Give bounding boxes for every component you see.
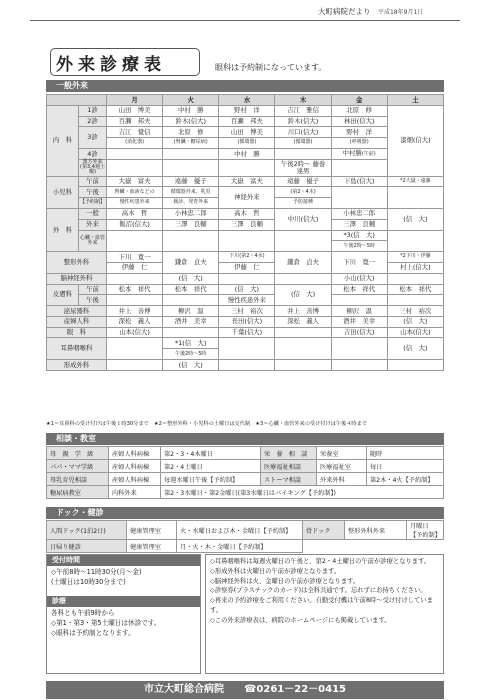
dock-schedule: 月・火・木・金曜日【予約制】 — [177, 540, 303, 553]
shinryo-heading: 診療 — [47, 596, 200, 607]
consult-schedule: 第2木・4火【予約制】 — [367, 473, 444, 486]
doctor-cell — [107, 295, 163, 306]
clinic-cell: 神経外来 — [219, 187, 275, 209]
doctor-cell: 松本 祥代 — [331, 284, 387, 295]
dept-seikei: 整形外科 — [47, 252, 107, 274]
dock-item: 骨ドック — [303, 521, 345, 540]
sub-label: 午前 — [79, 176, 107, 187]
doctor-cell — [219, 273, 275, 284]
consult-item: 母 親 学 級 — [47, 447, 109, 460]
doctor-cell: 山田 博美 — [107, 105, 163, 116]
doctor-cell: 下川 寛一 — [107, 252, 163, 263]
sub-label: 1診 — [79, 105, 107, 116]
doctor-cell: *2大嶽・遠藤 — [387, 176, 443, 187]
dept-keisei: 形成外科 — [47, 360, 107, 371]
consult-item: 医療福祉相談 — [261, 460, 317, 473]
time-note: 午後2時～5時 — [163, 349, 219, 360]
consult-place: 栄養室 — [317, 447, 367, 460]
doctor-cell — [219, 159, 275, 176]
day-thu: 木 — [275, 95, 331, 106]
doctor-cell: (信 大) — [387, 338, 443, 360]
info-left-box — [46, 554, 201, 674]
sub-label: 4診 — [79, 148, 107, 159]
doctor-cell — [387, 295, 443, 306]
doctor-cell: 高木 哲 — [107, 208, 163, 219]
doctor-cell: (信 大) — [387, 208, 443, 230]
section-dock: ドック・健診 — [46, 507, 444, 519]
specialty-note: (循環器) — [275, 138, 331, 149]
hospital-name: 市立大町総合病院 — [143, 684, 224, 695]
doctor-cell: 飯沼(信大) — [107, 219, 163, 230]
doctor-cell — [163, 327, 219, 338]
dock-item: 人間ドック(1泊2日) — [47, 521, 127, 540]
doctor-cell: (信 大) — [219, 284, 275, 295]
doctor-cell — [331, 360, 387, 371]
sub-label: 心臓・血管外来 — [79, 230, 107, 252]
doctor-cell: 下川 寛一 — [331, 252, 387, 274]
doctor-cell: 三澤 良輔 — [331, 219, 387, 230]
doctor-cell: 長田(信大) — [219, 316, 275, 327]
dept-shoni: 小児科 — [47, 176, 79, 208]
doctor-cell: 松本 祥代 — [107, 284, 163, 295]
doctor-cell: 井上 善博 — [275, 306, 331, 317]
sub-label: 3診 — [79, 127, 107, 149]
doctor-cell — [275, 230, 331, 252]
consult-item: 母乳育児相談 — [47, 473, 109, 486]
doctor-cell — [163, 295, 219, 306]
doctor-cell: 小林忠二郎 — [163, 208, 219, 219]
doctor-cell — [163, 148, 219, 159]
doctor-cell — [275, 360, 331, 371]
shinryo-line: ◇第1・第3・第5土曜日は休診です。 — [51, 618, 161, 627]
doctor-cell: (信 大) — [275, 284, 331, 306]
doctor-cell: (信 大) — [387, 316, 443, 327]
consult-item: パパ・ママ学級 — [47, 460, 109, 473]
doctor-cell — [163, 159, 219, 176]
doctor-cell: 中川(信大) — [275, 208, 331, 230]
doctor-cell — [107, 230, 163, 252]
doctor-cell — [107, 159, 163, 176]
doctor-cell: 下川(第2・4水) — [219, 252, 275, 263]
doctor-cell: *2下川・伊藤 — [387, 252, 443, 263]
doctor-cell: 吉江 雅信 — [275, 105, 331, 116]
doctor-cell: 鈴木(信大) — [275, 116, 331, 127]
notice-line: ◇脳神経外科は火、金曜日の午前が診療となります。 — [210, 577, 360, 585]
doctor-cell: 遠藤 優子 — [275, 176, 331, 187]
newsletter-header: 大町病院だより 平成18年9月1日 — [318, 7, 424, 16]
doctor-cell: 井上 善博 — [107, 306, 163, 317]
doctor-cell — [275, 327, 331, 338]
doctor-cell: 北原 修 — [331, 105, 387, 116]
clinic-cell: 慢性疾患外来 — [107, 198, 163, 209]
consult-place: 産婦人科病棟 — [109, 447, 161, 460]
dock-item: 日帰り健診 — [47, 540, 127, 553]
doctor-cell — [219, 338, 275, 360]
doctor-cell: 柳沢 温 — [163, 306, 219, 317]
doctor-cell — [107, 148, 163, 159]
empty-cell — [303, 540, 345, 553]
time-note: 午後2時～5時 — [331, 241, 387, 252]
consult-schedule: 毎週水曜日午後【予約制】 — [161, 473, 261, 486]
doctor-cell — [219, 360, 275, 371]
doctor-cell: 深松 義人 — [275, 316, 331, 327]
doctor-cell: 吉江 覺信 — [107, 127, 163, 138]
consult-place: 内科外来 — [109, 486, 161, 499]
day-wed: 水 — [219, 95, 275, 106]
sub-label: 外来 — [79, 219, 107, 230]
doctor-cell: 午後2時～ 藤巻 達男 — [275, 159, 331, 176]
dept-fujin: 産婦人科 — [47, 316, 107, 327]
dock-schedule: 火・水曜日および木・金曜日【予約制】 — [177, 521, 303, 540]
doctor-cell: 百瀬 邦夫 — [107, 116, 163, 127]
page-title: 外来診療表 — [56, 55, 166, 75]
schedule-table — [46, 94, 444, 371]
doctor-cell: 村上(信大) — [387, 262, 443, 273]
consult-schedule: 随時 — [367, 447, 444, 460]
doctor-cell: 高木 哲 — [219, 208, 275, 219]
reception-line: (土曜日は10時30分まで) — [51, 577, 126, 586]
section-general-outpatient: 一般外来 — [46, 80, 444, 92]
doctor-cell: 三澤 良輔 — [163, 219, 219, 230]
doctor-cell: 山本(信大) — [387, 327, 443, 338]
shinryo-line: ◇眼科は予約制となります。 — [51, 628, 135, 637]
doctor-cell: (信 大) — [163, 273, 219, 284]
specialty-note: (消化器) — [107, 138, 163, 149]
footer-bar — [46, 681, 444, 699]
doctor-cell: (信 大) — [163, 360, 219, 371]
empty-cell — [345, 540, 407, 553]
dept-geka: 外 科 — [47, 208, 79, 251]
doctor-cell: *1(信 大) — [163, 338, 219, 349]
consult-item: 栄 養 相 談 — [261, 447, 317, 460]
notice-line: ◇耳鼻咽喉科は毎週火曜日の午後と、第2・4土曜日の午前が診療となります。 — [210, 558, 431, 565]
doctor-cell: 山田 博美 — [219, 127, 275, 138]
doctor-cell: 下島(信大) — [331, 176, 387, 187]
specialty-note: (循環器) — [219, 138, 275, 149]
doctor-cell: 酒井 美幸 — [163, 316, 219, 327]
corner-cell — [47, 95, 107, 106]
dock-place: 整形外科外来 — [345, 521, 407, 540]
doctor-cell: *3(信 大) — [331, 230, 387, 241]
doctor-cell: 吉田(信大) — [331, 327, 387, 338]
doctor-cell: 北原 修 — [163, 127, 219, 138]
clinic-cell — [331, 187, 387, 209]
doctor-cell: 中村 勝 — [163, 105, 219, 116]
doctor-cell: 鎌倉 貞夫 — [163, 252, 219, 274]
phone-number: ☎0261－22－0415 — [243, 684, 347, 695]
doctor-cell: 川口(信大) — [275, 127, 331, 138]
doctor-cell: 伊藤 仁 — [219, 262, 275, 273]
dept-ganka: 眼 科 — [47, 327, 107, 338]
doctor-cell: 漆畑(信大) — [387, 105, 443, 176]
dock-place: 健康管理室 — [127, 540, 177, 553]
doctor-cell: 千葉(信大) — [219, 327, 275, 338]
clinic-cell: 腎臓・血液などの — [107, 187, 163, 198]
consult-place: 外来外科 — [317, 473, 367, 486]
sub-label-kampo: 漢方外来(第3,4週土曜) — [80, 158, 105, 176]
clinic-cell — [387, 187, 443, 209]
doctor-cell: 中村勝(午前) — [331, 148, 387, 159]
clinic-cell: (第2・4木) — [275, 187, 331, 198]
doctor-cell — [331, 295, 387, 306]
info-notices-box — [205, 554, 444, 674]
consult-item: 糖尿病教室 — [47, 486, 109, 499]
doctor-cell: 山本(信大) — [107, 327, 163, 338]
doctor-cell: 野村 洋 — [331, 127, 387, 138]
consult-place: 産婦人科病棟 — [109, 460, 161, 473]
doctor-cell: 松本 祥代 — [387, 284, 443, 295]
clinic-cell: 予防接種 — [275, 198, 331, 209]
header-divider — [30, 20, 460, 21]
doctor-cell: 遠藤 優子 — [163, 176, 219, 187]
notice-line: ◇診察券(プラスチックのカード)は全科共通です。忘れずにお持ちください。 — [210, 587, 427, 595]
consult-item: ストーマ相談 — [261, 473, 317, 486]
doctor-cell: 大嶽 富夫 — [219, 176, 275, 187]
doctor-cell: 三澤 良輔 — [219, 219, 275, 230]
doctor-cell — [107, 273, 163, 284]
doctor-cell: 三村 裕次 — [387, 306, 443, 317]
dept-naika: 内 科 — [47, 105, 79, 176]
doctor-cell — [387, 360, 443, 371]
doctor-cell — [107, 338, 163, 360]
sub-label: 【予約制】 — [79, 198, 107, 209]
day-mon: 月 — [107, 95, 163, 106]
doctor-cell — [219, 230, 275, 252]
specialty-note: (呼吸器) — [331, 138, 387, 149]
consult-schedule: 第2・3・4木曜日 — [161, 447, 261, 460]
empty-cell — [407, 540, 444, 553]
notice-line: ◇再来の予約診療をご利用ください。自動受付機は午前8時～受け付けしています。 — [210, 597, 433, 614]
consult-schedule: 第2・3水曜日・第2金曜日(第3水曜日はバイキング【予約制】) — [161, 486, 444, 499]
ophthalmology-note: 眼科は予約制になっています。 — [215, 63, 327, 72]
doctor-cell — [107, 360, 163, 371]
doctor-cell: 柳沢 温 — [331, 306, 387, 317]
doctor-cell: 中村 勝 — [219, 148, 275, 159]
doctor-cell: 酒井 美幸 — [331, 316, 387, 327]
doctor-cell: 伊藤 仁 — [107, 262, 163, 273]
doctor-cell: 林田(信大) — [331, 116, 387, 127]
day-tue: 火 — [163, 95, 219, 106]
day-fri: 金 — [331, 95, 387, 106]
doctor-cell: 鎌倉 貞夫 — [275, 252, 331, 274]
dept-hinyoki: 泌尿器科 — [47, 306, 107, 317]
doctor-cell — [275, 338, 331, 360]
sub-label: 午後 — [79, 295, 107, 306]
sub-label: 午後 — [79, 187, 107, 198]
specialty-note: (腎臓・糖尿病) — [163, 138, 219, 149]
clinic-cell: 循環器外来、乳児 — [163, 187, 219, 198]
consult-schedule: 第2・4土曜日 — [161, 460, 261, 473]
sub-label: 一般 — [79, 208, 107, 219]
doctor-cell: 百瀬 邦夫 — [219, 116, 275, 127]
doctor-cell: 深松 義人 — [107, 316, 163, 327]
doctor-cell: 野村 洋 — [219, 105, 275, 116]
consult-schedule: 毎日 — [367, 460, 444, 473]
doctor-cell — [163, 230, 219, 252]
reception-line: ◇午前8時～11時30分(月～金) — [51, 568, 142, 576]
shinryo-line: 各科とも午前9時から — [51, 608, 115, 617]
doctor-cell — [331, 338, 387, 360]
doctor-cell: 小林忠二郎 — [331, 208, 387, 219]
sub-label: 2診 — [79, 116, 107, 127]
doctor-cell: 慢性疾患外来 — [219, 295, 275, 306]
dock-place: 健康管理室 — [127, 521, 177, 540]
consult-place: 産婦人科病棟 — [109, 473, 161, 486]
doctor-cell: 三村 裕次 — [219, 306, 275, 317]
doctor-cell: 大嶽 富夫 — [107, 176, 163, 187]
schedule-footnote: ★1＝耳鼻科の受け付けは午後１時30分まで ★2＝整形外科・小児科の土曜日は交代制 ★3＝心臓・血管外来の受け付けは午後４時まで — [46, 421, 367, 427]
dock-schedule: 月曜日【予約制】 — [407, 521, 444, 540]
doctor-cell — [331, 159, 387, 176]
dept-noshinkei: 脳神経外科 — [47, 273, 107, 284]
reception-heading: 受付時間 — [47, 555, 200, 566]
doctor-cell — [387, 273, 443, 284]
doctor-cell — [275, 273, 331, 284]
consult-table — [46, 446, 444, 499]
consult-place: 医療福祉室 — [317, 460, 367, 473]
doctor-cell — [275, 148, 331, 159]
dock-table — [46, 520, 444, 553]
day-sat: 土 — [387, 95, 443, 106]
doctor-cell: 松本 祥代 — [163, 284, 219, 295]
dept-jibi: 耳鼻咽喉科 — [47, 338, 107, 360]
doctor-cell: 鈴木(信大) — [163, 116, 219, 127]
notice-line: ◇この外来診療表は、病院のホームページにも掲載しています。 — [210, 616, 391, 624]
clinic-cell: 検診、発育外来 — [163, 198, 219, 209]
sub-label: 午前 — [79, 284, 107, 295]
notice-line: ◇形成外科は火曜日の午前が診療となります。 — [210, 567, 341, 575]
section-consult: 相談・教室 — [46, 433, 444, 445]
doctor-cell: 小山(信大) — [331, 273, 387, 284]
doctor-cell — [387, 230, 443, 252]
dept-hifu: 皮膚科 — [47, 284, 79, 306]
